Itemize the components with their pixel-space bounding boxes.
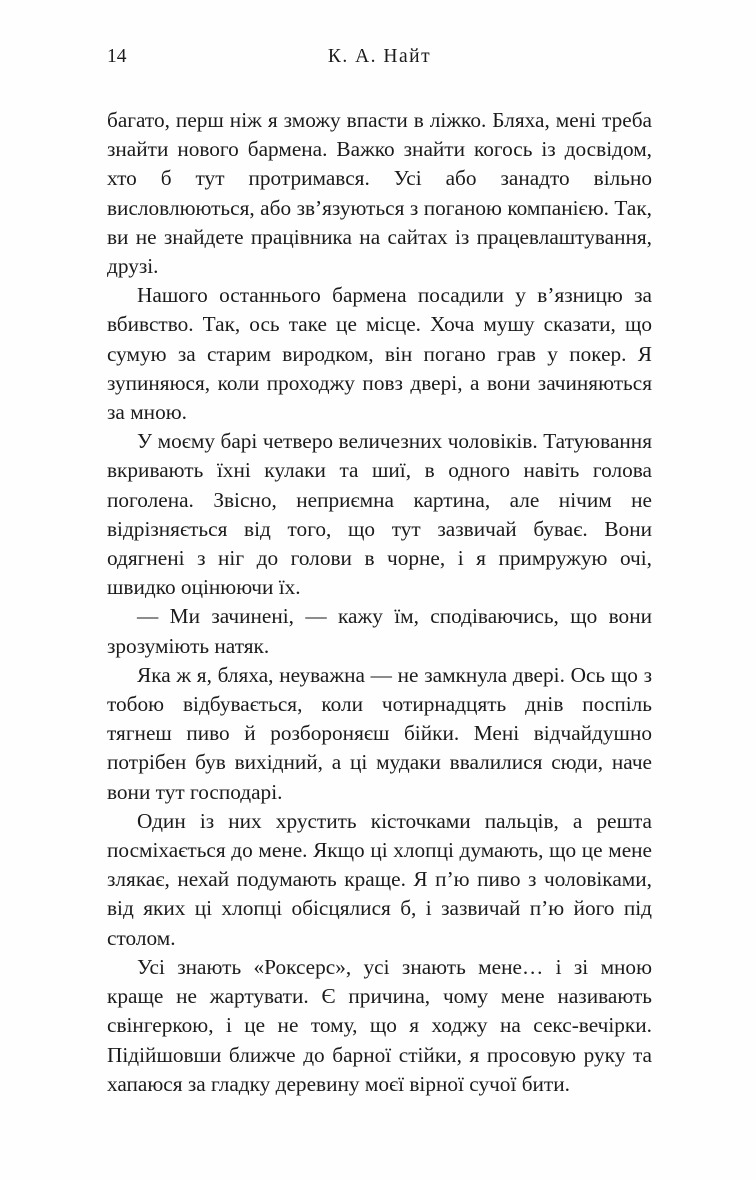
paragraph: Нашого останнього бармена посадили у в’язницю за вбивство. Так, ось таке це місце. Хоча мушу сказати, що сумую за старим виродком, він погано грав у покер. Я зупиняюся, коли проходжу повз двері, а вони зачиняються за мною.	[107, 283, 652, 425]
paragraph: багато, перш ніж я зможу впасти в ліжко. Бляха, мені треба знайти нового бармена. Важко знайти когось із досвідом, хто б тут протримався. Усі або занадто вільно висловлюються, або зв’язуються з поганою компанією. Так, ви не знайдете працівника на сайтах із працевлаштування, друзі.	[107, 108, 652, 279]
page-number: 14	[107, 46, 127, 67]
paragraph: Яка ж я, бляха, неуважна — не замкнула двері. Ось що з тобою відбувається, коли чотирнадцять днів поспіль тягнеш пиво й розбороняєш бійки. Мені відчайдушно потрібен був вихідний, а ці мудаки ввалилися сюди, наче вони тут господарі.	[107, 662, 652, 804]
running-header	[107, 44, 652, 70]
paragraph: У моєму барі четверо величезних чоловіків. Татуювання вкривають їхні кулаки та шиї, в одного навіть голова поголена. Звісно, неприємна картина, але нічим не відрізняється від того, що тут зазвичай буває. Вони одягнені з ніг до голови в чорне, і я примружую очі, швидко оцінюючи їх.	[107, 429, 652, 600]
body-text	[107, 106, 652, 1099]
running-title: К. А. Найт	[327, 46, 432, 67]
paragraph-dialogue: — Ми зачинені, — кажу їм, сподіваючись, що вони зрозуміють натяк.	[107, 604, 652, 658]
paragraph: Усі знають «Роксерс», усі знають мене… і зі мною краще не жартувати. Є причина, чому мене називають свінгеркою, і це не тому, що я ходжу на секс-вечірки. Підійшовши ближче до барної стійки, я просовую руку та хапаюся за гладку деревину моєї вірної сучої бити.	[107, 954, 652, 1096]
paragraph: Один із них хрустить кісточками пальців, а решта посміхається до мене. Якщо ці хлопці думають, що це мене злякає, нехай подумають краще. Я п’ю пиво з чоловіками, від яких ці хлопці обісцялися б, і зазвичай п’ю його під столом.	[107, 808, 652, 950]
